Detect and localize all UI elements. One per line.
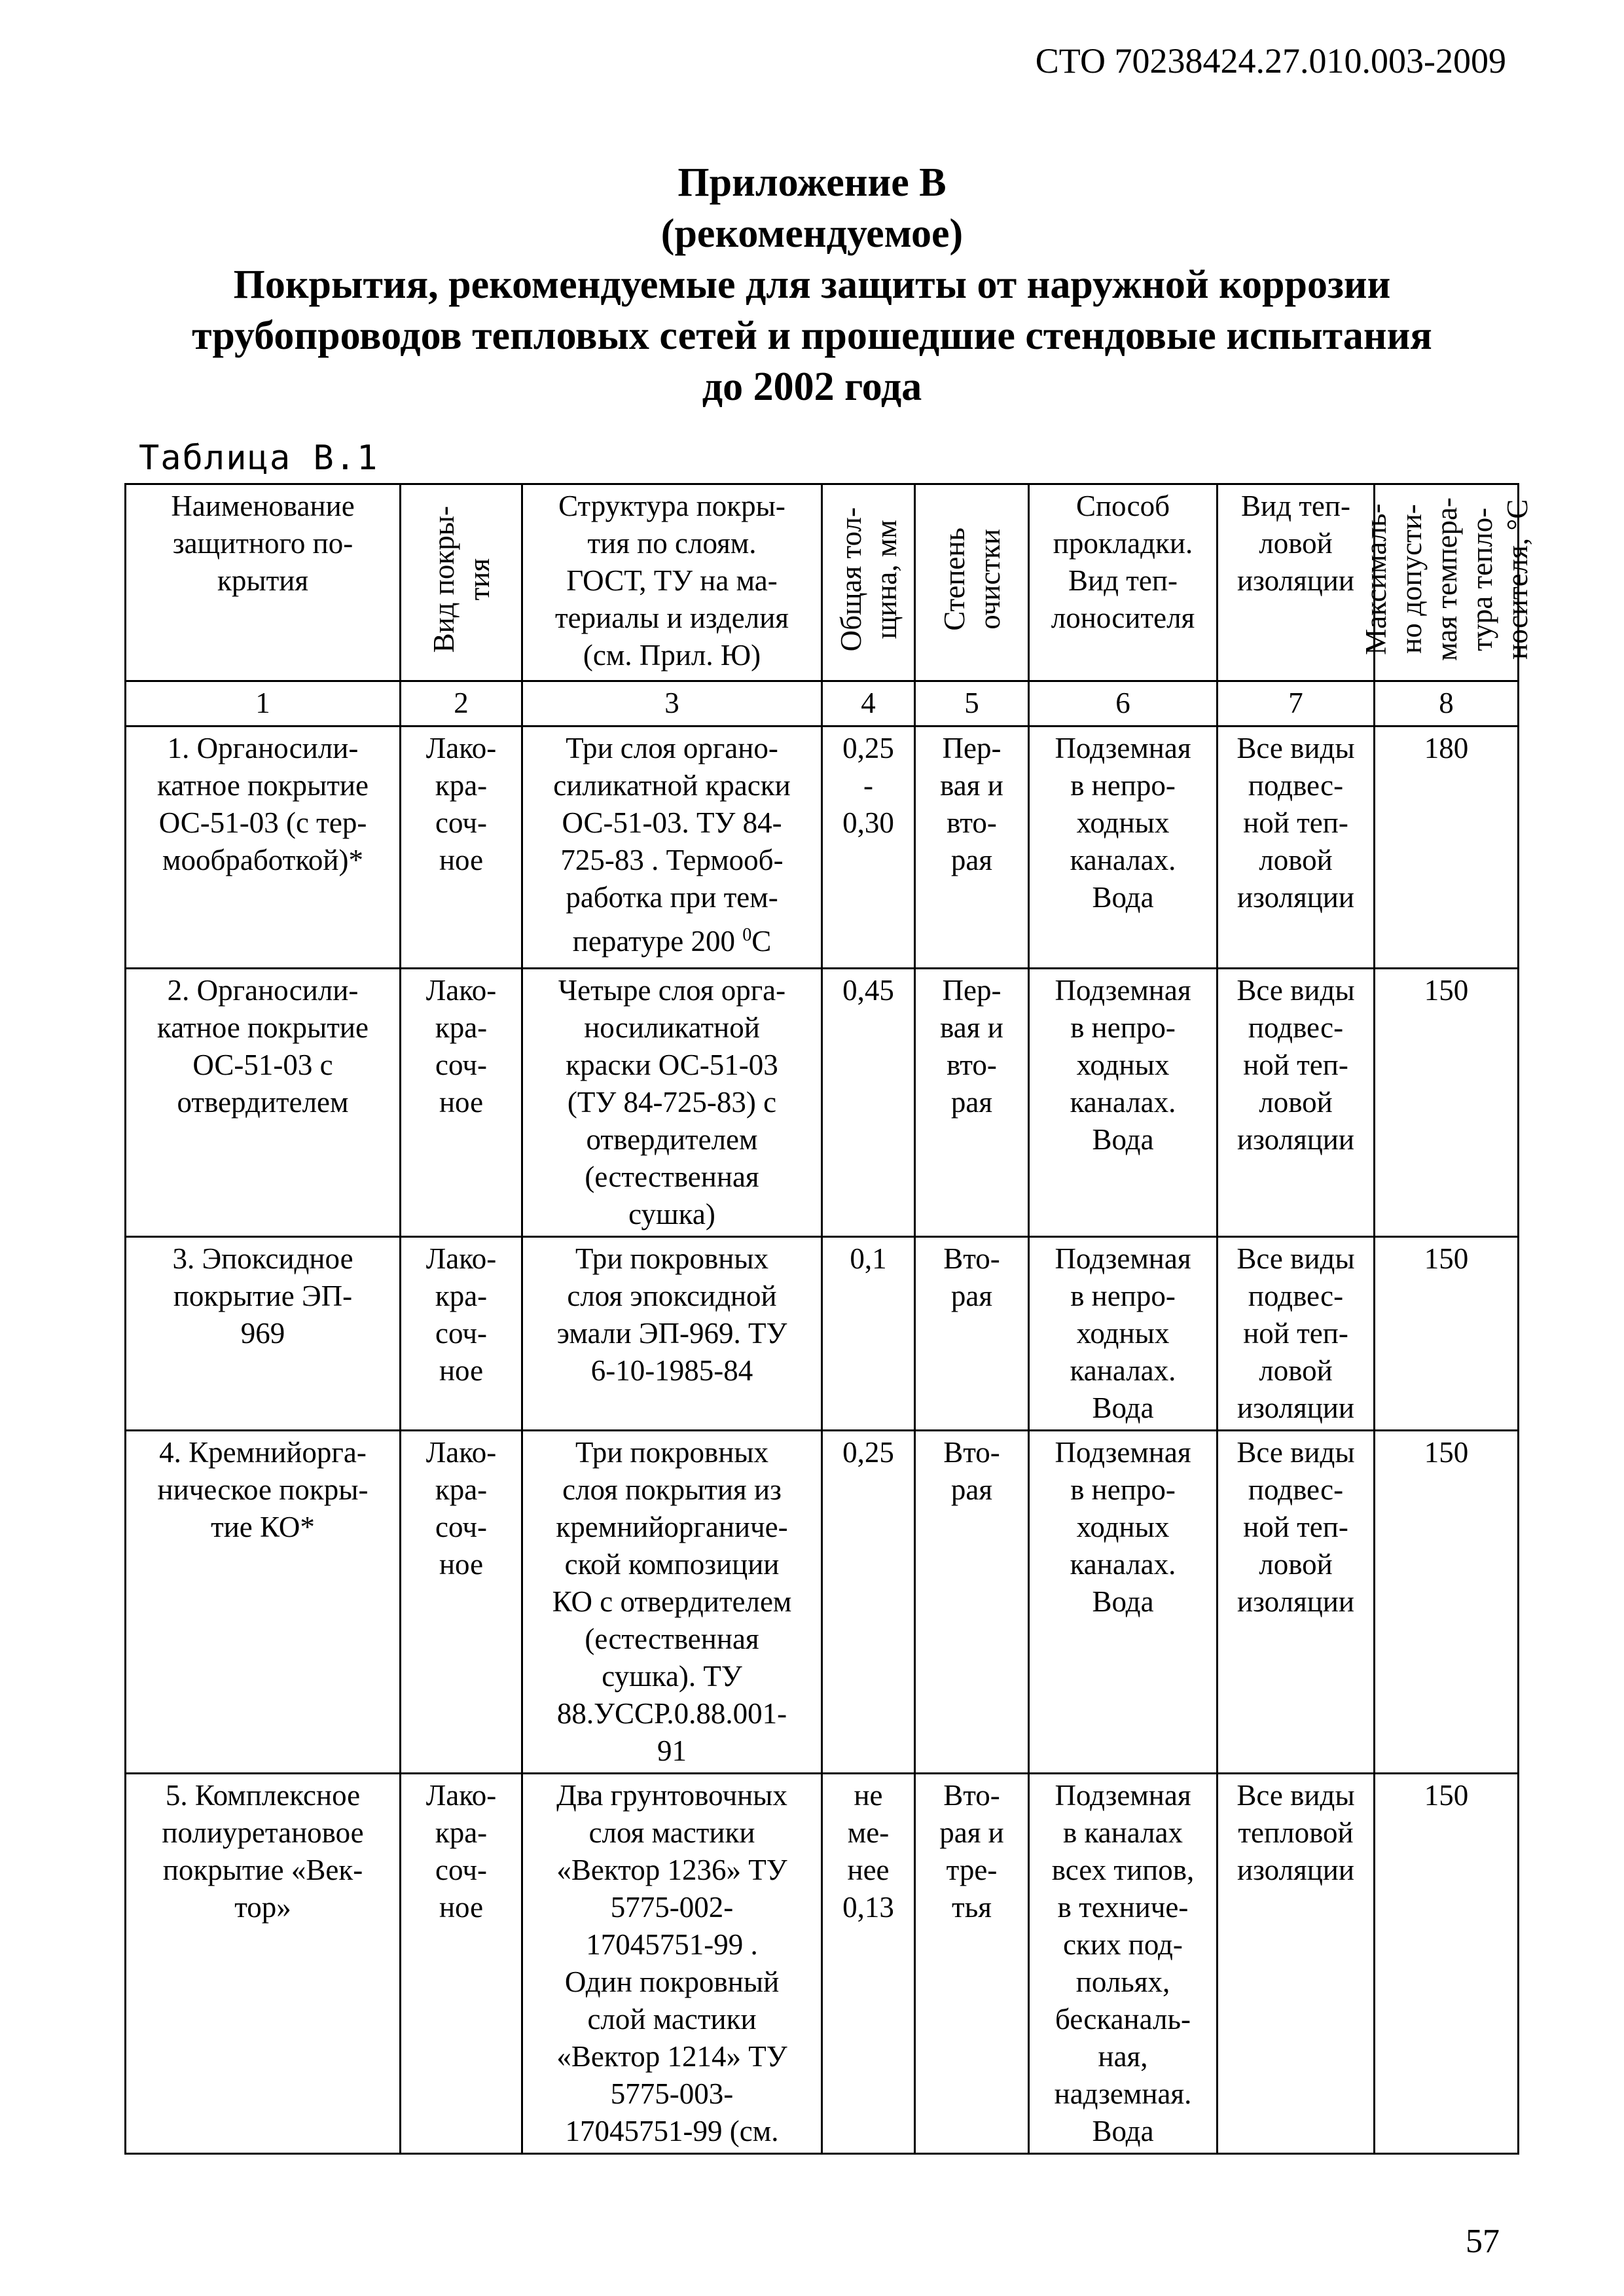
header-thickness: Общая тол- щина, мм (834, 507, 903, 652)
column-number: 3 (522, 681, 822, 726)
coatings-table (124, 483, 1534, 2155)
max-temperature: 150 (1375, 969, 1519, 1237)
coating-thickness: 0,25 - 0,30 (822, 726, 915, 969)
coating-type: Лако- кра- соч- ное (401, 969, 522, 1237)
coating-type: Лако- кра- соч- ное (401, 1774, 522, 2154)
insulation-type: Все виды подвес- ной теп- ловой изоляции (1218, 1431, 1375, 1774)
header-cell (915, 484, 1029, 681)
table-row (126, 1774, 1519, 2154)
coating-name: 2. Органосили- катное покрытие ОС-51-03 с отвердителем (126, 969, 401, 1237)
coating-structure: Три покровных слоя покрытия из кремнийорганиче- ской композиции КО с отвердителем (естественная сушка). ТУ 88.УССР.0.88.001- 91 (522, 1431, 822, 1774)
laying-method: Подземная в непро- ходных каналах. Вода (1029, 726, 1218, 969)
column-number: 5 (915, 681, 1029, 726)
header-cell (126, 484, 401, 681)
header-type: Вид покры- тия (427, 505, 496, 653)
coating-type: Лако- кра- соч- ное (401, 726, 522, 969)
laying-method: Подземная в непро- ходных каналах. Вода (1029, 1431, 1218, 1774)
header-cleaning: Степень очистки (937, 528, 1006, 631)
header-cell (401, 484, 522, 681)
cleaning-degree: Пер- вая и вто- рая (915, 726, 1029, 969)
laying-method: Подземная в каналах всех типов, в техниче- ских под- польях, бесканаль- ная, надземная. Вода (1029, 1774, 1218, 2154)
table-row (126, 1237, 1519, 1431)
coating-thickness: 0,1 (822, 1237, 915, 1431)
document-code: СТО 70238424.27.010.003-2009 (1035, 41, 1506, 81)
coating-name: 3. Эпоксидное покрытие ЭП- 969 (126, 1237, 401, 1431)
column-number: 6 (1029, 681, 1218, 726)
header-cell (1218, 484, 1375, 681)
header-insulation: Вид теп- ловой изоляции (1237, 490, 1354, 597)
coating-thickness: не ме- нее 0,13 (822, 1774, 915, 2154)
title-line-1: Приложение В (677, 160, 947, 205)
column-number: 8 (1375, 681, 1519, 726)
coating-name: 4. Кремнийорга- ническое покры- тие КО* (126, 1431, 401, 1774)
column-number: 4 (822, 681, 915, 726)
header-name: Наименование защитного по- крытия (171, 490, 355, 597)
header-laying: Способ прокладки. Вид теп- лоносителя (1051, 490, 1195, 634)
coating-thickness: 0,25 (822, 1431, 915, 1774)
insulation-type: Все виды подвес- ной теп- ловой изоляции (1218, 726, 1375, 969)
column-number: 7 (1218, 681, 1375, 726)
column-number-row (126, 681, 1519, 726)
max-temperature: 150 (1375, 1237, 1519, 1431)
table-row (126, 969, 1519, 1237)
page-number: 57 (1466, 2223, 1500, 2260)
cleaning-degree: Вто- рая (915, 1237, 1029, 1431)
coating-name: 5. Комплексное полиуретановое покрытие «Век- тор» (126, 1774, 401, 2154)
header-cell (822, 484, 915, 681)
coating-structure: Четыре слоя орга- носиликатной краски ОС-51-03 (ТУ 84-725-83) с отвердителем (естественная сушка) (522, 969, 822, 1237)
appendix-title (131, 157, 1493, 412)
coating-thickness: 0,45 (822, 969, 915, 1237)
title-line-4: трубопроводов тепловых сетей и прошедшие стендовые испытания (192, 314, 1432, 358)
header-cell (522, 484, 822, 681)
cleaning-degree: Пер- вая и вто- рая (915, 969, 1029, 1237)
laying-method: Подземная в непро- ходных каналах. Вода (1029, 1237, 1218, 1431)
max-temperature: 180 (1375, 726, 1519, 969)
column-number: 2 (401, 681, 522, 726)
title-line-5: до 2002 года (702, 365, 922, 409)
title-line-3: Покрытия, рекомендуемые для защиты от наружной коррозии (233, 262, 1391, 307)
table-row (126, 726, 1519, 969)
insulation-type: Все виды подвес- ной теп- ловой изоляции (1218, 969, 1375, 1237)
max-temperature: 150 (1375, 1431, 1519, 1774)
title-line-2: (рекомендуемое) (660, 211, 964, 256)
coating-structure: Два грунтовочных слоя мастики «Вектор 1236» ТУ 5775-002- 17045751-99 . Один покровный слой мастики «Вектор 1214» ТУ 5775-003- 17045751-99 (см. (522, 1774, 822, 2154)
header-structure: Структура покры- тия по слоям. ГОСТ, ТУ на ма- териалы и изделия (см. Прил. Ю) (554, 490, 789, 672)
coating-structure: Три слоя органо- силикатной краски ОС-51-03. ТУ 84- 725-83 . Термооб- работка при тем- пературе 200 $^0$С (522, 726, 822, 969)
coating-type: Лако- кра- соч- ное (401, 1237, 522, 1431)
coating-structure: Три покровных слоя эпоксидной эмали ЭП-969. ТУ 6-10-1985-84 (522, 1237, 822, 1431)
header-row (126, 484, 1519, 681)
insulation-type: Все виды тепловой изоляции (1218, 1774, 1375, 2154)
max-temperature: 150 (1375, 1774, 1519, 2154)
header-cell (1029, 484, 1218, 681)
column-number: 1 (126, 681, 401, 726)
coating-name: 1. Органосили- катное покрытие ОС-51-03 (с тер- мообработкой)* (126, 726, 401, 969)
header-max-temp: Максималь- но допусти- мая темпера- тура тепло- носителя, °С (1359, 497, 1534, 661)
coating-type: Лако- кра- соч- ное (401, 1431, 522, 1774)
header-cell (1359, 484, 1534, 681)
cleaning-degree: Вто- рая (915, 1431, 1029, 1774)
table-row (126, 1431, 1519, 1774)
insulation-type: Все виды подвес- ной теп- ловой изоляции (1218, 1237, 1375, 1431)
laying-method: Подземная в непро- ходных каналах. Вода (1029, 969, 1218, 1237)
cleaning-degree: Вто- рая и тре- тья (915, 1774, 1029, 2154)
table-caption: Таблица В.1 (139, 439, 379, 478)
